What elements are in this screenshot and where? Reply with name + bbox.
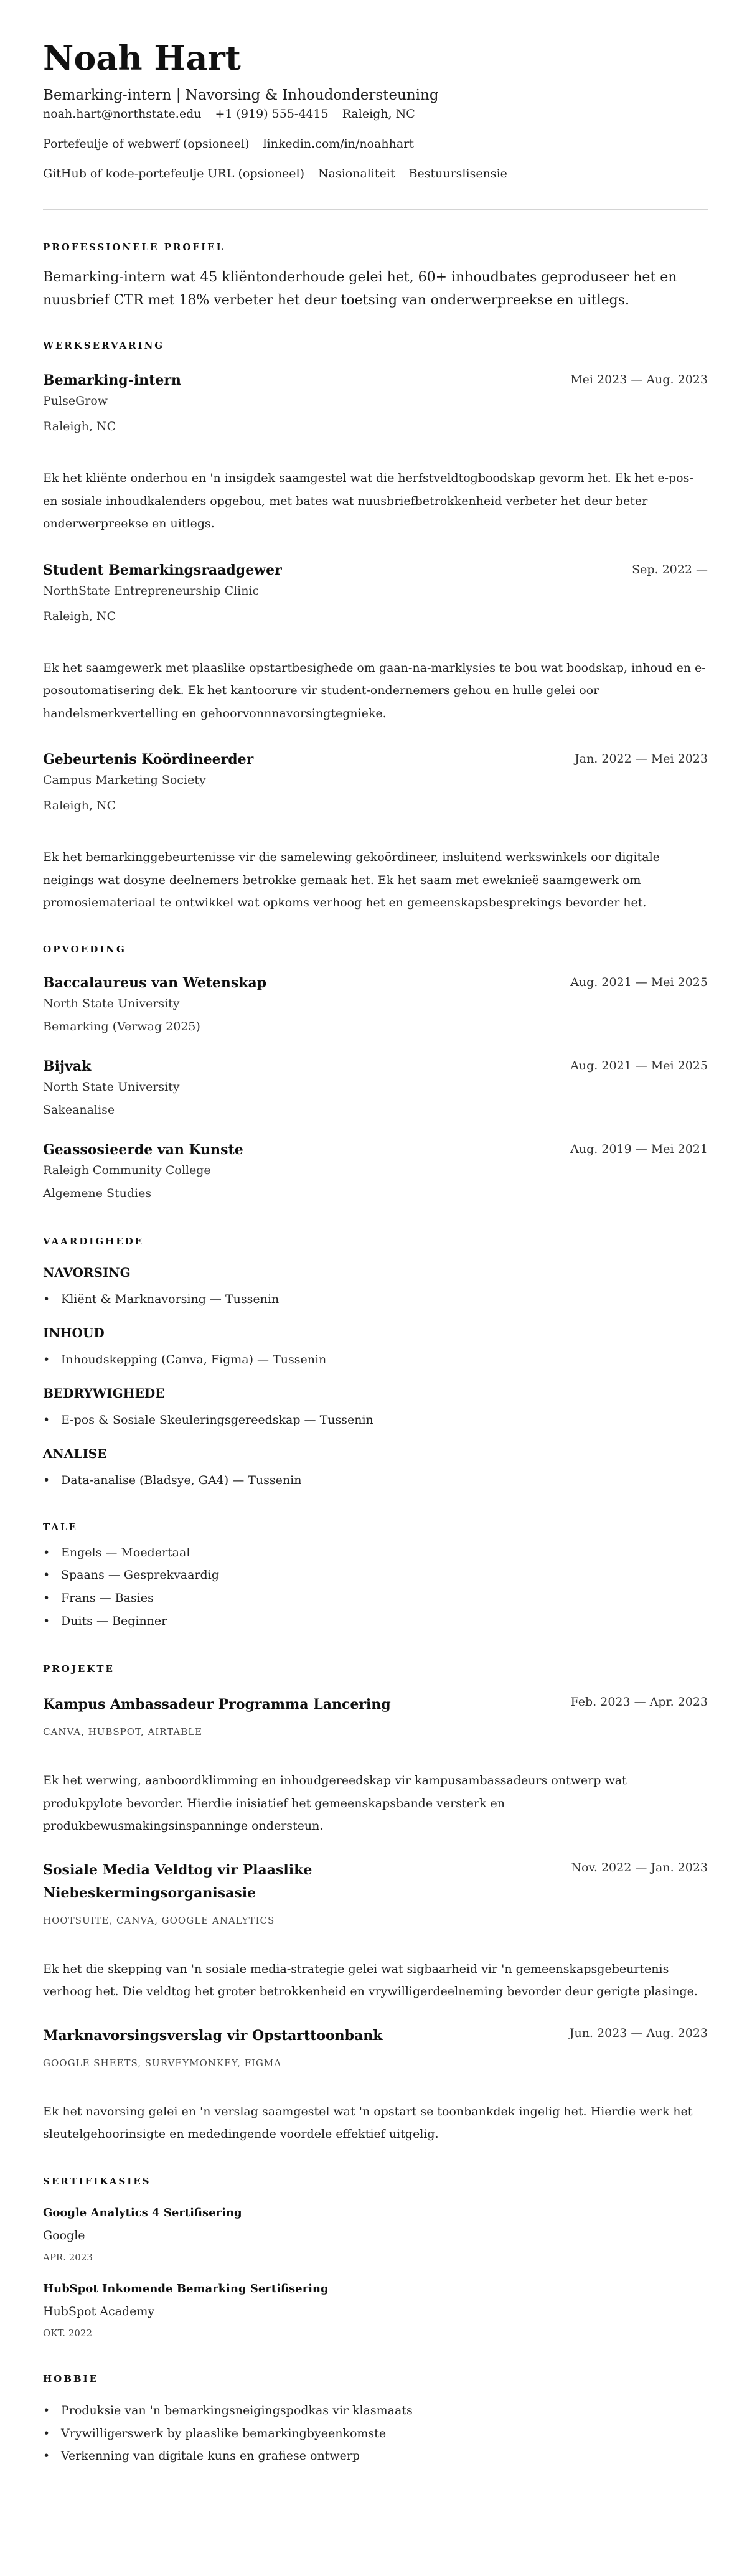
education-dates: Aug. 2019 — Mei 2021 — [570, 1142, 708, 1156]
email-link[interactable]: noah.hart@northstate.edu — [43, 107, 202, 121]
education-entry — [43, 974, 708, 1035]
candidate-name: Noah Hart — [43, 38, 241, 78]
list-item-text: Engels — Moedertaal — [61, 1545, 190, 1559]
hobbies-section — [43, 2372, 708, 2468]
bullet-icon: • — [43, 1413, 50, 1427]
school-name: Raleigh Community College — [43, 1163, 211, 1177]
certification-entry — [43, 2281, 708, 2339]
certification-issuer: Google — [43, 2228, 85, 2242]
github-link[interactable]: GitHub of kode-portefeulje URL (opsioneel) — [43, 167, 304, 181]
job-company: Campus Marketing Society — [43, 773, 206, 787]
project-title: Sosiale Media Veldtog vir Plaaslike Niebeskermingsorganisasie — [43, 1861, 312, 1901]
list-item — [43, 2445, 708, 2468]
job-entry — [43, 561, 708, 725]
project-title: Kampus Ambassadeur Programma Lancering — [43, 1696, 391, 1713]
list-item-text: Produksie van 'n bemarkingsneigingspodkas vir klasmaats — [61, 2403, 413, 2417]
job-description: Ek het kliënte onderhou en 'n insigdek saamgestel wat die herfstveldtogboodskap gevorm het. Ek het e-pos- en sosiale inhoudkalenders opgebou, met bates wat nuusbriefbetrokkenheid verbeter het deur beter onderwerpreekse en uitlegs. — [43, 471, 693, 530]
list-item — [43, 1290, 708, 1308]
field-of-study: Bemarking (Verwag 2025) — [43, 1019, 200, 1033]
skill-category: ANALISE — [43, 1445, 107, 1461]
bullet-icon: • — [43, 2449, 50, 2463]
certification-issuer: HubSpot Academy — [43, 2304, 155, 2318]
project-tech-stack: HOOTSUITE, CANVA, GOOGLE ANALYTICS — [43, 1914, 275, 1926]
project-title: Marknavorsingsverslag vir Opstarttoonbank — [43, 2027, 383, 2044]
list-item-text: Data-analise (Bladsye, GA4) — Tussenin — [61, 1473, 302, 1487]
field-of-study: Sakeanalise — [43, 1102, 115, 1117]
list-item — [43, 1610, 708, 1633]
job-location: Raleigh, NC — [43, 420, 116, 433]
contact-row — [43, 134, 708, 153]
location-text: Raleigh, NC — [342, 107, 415, 121]
job-title: Student Bemarkingsraadgewer — [43, 562, 282, 578]
projects-section — [43, 1663, 708, 2146]
section-heading: PROFESSIONELE PROFIEL — [43, 242, 225, 253]
bullet-icon: • — [43, 2403, 50, 2417]
degree-title: Baccalaureus van Wetenskap — [43, 974, 267, 991]
education-header — [43, 1140, 708, 1159]
degree-title: Bijvak — [43, 1058, 92, 1074]
job-company: NorthState Entrepreneurship Clinic — [43, 583, 260, 598]
job-title: Bemarking-intern — [43, 372, 181, 388]
list-item-text: E-pos & Sosiale Skeuleringsgereedskap — Tussenin — [61, 1413, 374, 1427]
education-dates: Aug. 2021 — Mei 2025 — [570, 1058, 708, 1073]
education-section — [43, 943, 708, 1202]
education-dates: Aug. 2021 — Mei 2025 — [570, 975, 708, 989]
list-item — [43, 1541, 708, 1564]
bullet-icon: • — [43, 1591, 50, 1605]
linkedin-link[interactable]: linkedin.com/in/noahhart — [263, 137, 414, 151]
list-item — [43, 1411, 708, 1429]
certification-date: OKT. 2022 — [43, 2327, 93, 2339]
bullet-icon: • — [43, 1352, 50, 1366]
certification-date: APR. 2023 — [43, 2251, 93, 2263]
resume-page — [0, 38, 747, 2493]
profile-section — [43, 241, 708, 312]
list-item-text: Inhoudskepping (Canva, Figma) — Tussenin — [61, 1352, 327, 1366]
project-description: Ek het navorsing gelei en 'n verslag saamgestel wat 'n opstart se toonbankdek ingelig het. Hierdie werk het sleutelgehoorinsigte en mededingende voordele effektief uitgelig. — [43, 2104, 693, 2141]
list-item — [43, 2422, 708, 2445]
list-item-text: Spaans — Gesprekvaardig — [61, 1568, 219, 1582]
project-header — [43, 1693, 708, 1716]
list-item-text: Verkenning van digitale kuns en grafiese ontwerp — [61, 2449, 360, 2463]
project-entry — [43, 1693, 708, 1838]
project-header — [43, 1859, 708, 1905]
list-item-text: Frans — Basies — [61, 1591, 154, 1605]
certification-entry — [43, 2205, 708, 2263]
languages-list — [43, 1541, 708, 1633]
school-name: North State University — [43, 996, 180, 1010]
skill-category: BEDRYWIGHEDE — [43, 1385, 165, 1401]
resume-header — [43, 38, 708, 183]
skill-category: INHOUD — [43, 1325, 105, 1340]
drivers-license-text: Bestuurslisensie — [408, 167, 507, 181]
bullet-icon: • — [43, 1614, 50, 1628]
job-company: PulseGrow — [43, 394, 108, 408]
experience-section — [43, 339, 708, 914]
nationality-text: Nasionaliteit — [318, 167, 395, 181]
skill-list — [43, 1290, 708, 1308]
section-heading: OPVOEDING — [43, 943, 126, 955]
phone-link[interactable]: +1 (919) 555-4415 — [215, 107, 329, 121]
section-heading: WERKSERVARING — [43, 340, 165, 351]
job-dates: Jan. 2022 — Mei 2023 — [575, 752, 708, 766]
contact-row — [43, 164, 708, 183]
education-entry — [43, 1140, 708, 1202]
job-title: Gebeurtenis Koördineerder — [43, 751, 254, 768]
bullet-icon: • — [43, 1292, 50, 1306]
job-dates: Mei 2023 — Aug. 2023 — [570, 373, 708, 387]
job-entry — [43, 750, 708, 914]
project-entry — [43, 2024, 708, 2146]
project-dates: Jun. 2023 — Aug. 2023 — [569, 2026, 708, 2040]
portfolio-link[interactable]: Portefeulje of webwerf (opsioneel) — [43, 137, 250, 151]
list-item — [43, 1472, 708, 1489]
section-heading: SERTIFIKASIES — [43, 2175, 151, 2187]
project-dates: Feb. 2023 — Apr. 2023 — [570, 1695, 708, 1709]
list-item — [43, 1351, 708, 1368]
list-item — [43, 1587, 708, 1610]
job-description: Ek het bemarkinggebeurtenisse vir die samelewing gekoördineer, insluitend werkswinkels oor digitale neigings wat dosyne deelnemers betrokke gemaak het. Ek het saam met eweknieë saamgewerk om promosiemateriaal te ontwikkel wat opkoms verhoog het en gemeenskapsbesprekings bevorder het. — [43, 850, 660, 910]
project-tech-stack: CANVA, HUBSPOT, AIRTABLE — [43, 1726, 203, 1738]
list-item-text: Kliënt & Marknavorsing — Tussenin — [61, 1292, 280, 1306]
job-header — [43, 561, 708, 580]
hobbies-list — [43, 2399, 708, 2468]
education-entry — [43, 1057, 708, 1119]
list-item-text: Vrywilligerswerk by plaaslike bemarkingbyeenkomste — [61, 2426, 387, 2440]
list-item — [43, 2399, 708, 2422]
certification-name: Google Analytics 4 Sertifisering — [43, 2206, 242, 2219]
skill-list — [43, 1411, 708, 1429]
section-heading: VAARDIGHEDE — [43, 1235, 144, 1247]
project-tech-stack: GOOGLE SHEETS, SURVEYMONKEY, FIGMA — [43, 2057, 282, 2069]
contact-row — [43, 105, 708, 123]
job-description: Ek het saamgewerk met plaaslike opstartbesighede om gaan-na-marklysies te bou wat boodskap, inhoud en e-posoutomatisering dek. Ek het kantoorure vir student-ondernemers gehou en hulle gelei oor handelsmerkvertelling en gehoorvonnnavorsingtegnieke. — [43, 660, 706, 720]
certification-name: HubSpot Inkomende Bemarking Sertifisering — [43, 2282, 329, 2295]
profile-summary: Bemarking-intern wat 45 kliëntonderhoude gelei het, 60+ inhoudbates geproduseer het en nuusbrief CTR met 18% verbeter het deur toetsing van onderwerpreekse en uitlegs. — [43, 270, 677, 308]
job-location: Raleigh, NC — [43, 609, 116, 623]
list-item — [43, 1564, 708, 1587]
project-header — [43, 2024, 708, 2047]
education-header — [43, 974, 708, 992]
certifications-section — [43, 2175, 708, 2339]
project-entry — [43, 1859, 708, 2003]
bullet-icon: • — [43, 1568, 50, 1582]
candidate-headline: Bemarking-intern | Navorsing & Inhoudondersteuning — [43, 87, 439, 103]
school-name: North State University — [43, 1079, 180, 1094]
degree-title: Geassosieerde van Kunste — [43, 1141, 243, 1158]
section-heading: PROJEKTE — [43, 1663, 115, 1675]
project-description: Ek het die skepping van 'n sosiale media-strategie gelei wat sigbaarheid vir 'n gemeenskapsgebeurtenis verhoog het. Die veldtog het groter betrokkenheid en vrywilligerdeelneming bevorder deur gerigte plasinge. — [43, 1962, 698, 1999]
job-header — [43, 750, 708, 769]
job-dates: Sep. 2022 — — [632, 562, 708, 576]
skills-section — [43, 1235, 708, 1489]
job-header — [43, 371, 708, 390]
bullet-icon: • — [43, 1473, 50, 1487]
education-header — [43, 1057, 708, 1076]
header-divider — [43, 209, 708, 210]
languages-section — [43, 1521, 708, 1633]
list-item-text: Duits — Beginner — [61, 1614, 167, 1628]
job-entry — [43, 371, 708, 535]
job-location: Raleigh, NC — [43, 799, 116, 812]
section-heading: TALE — [43, 1521, 78, 1533]
bullet-icon: • — [43, 1545, 50, 1559]
bullet-icon: • — [43, 2426, 50, 2440]
project-dates: Nov. 2022 — Jan. 2023 — [571, 1860, 708, 1874]
skill-list — [43, 1351, 708, 1368]
project-description: Ek het werwing, aanboordklimming en inhoudgereedskap vir kampusambassadeurs ontwerp wat produkpylote bevorder. Hierdie inisiatief het gemeenskapsbande versterk en produkbewusmakingsinspanninge ondersteun. — [43, 1774, 627, 1833]
section-heading: HOBBIE — [43, 2372, 99, 2384]
field-of-study: Algemene Studies — [43, 1186, 152, 1200]
skill-list — [43, 1472, 708, 1489]
skill-category: NAVORSING — [43, 1264, 131, 1280]
